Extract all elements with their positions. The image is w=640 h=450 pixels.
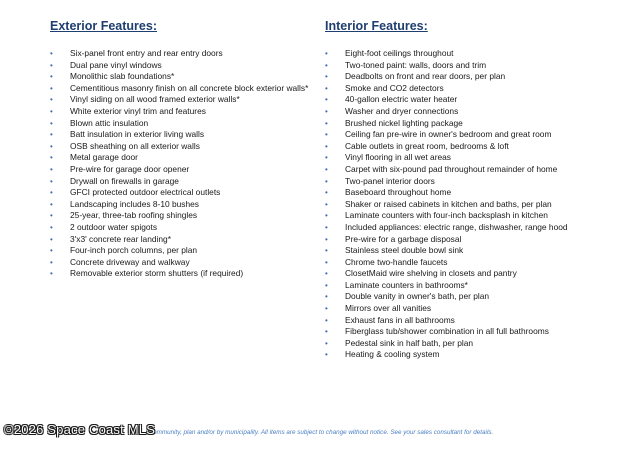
interior-feature-item: [325, 210, 625, 222]
feature-text: Monolithic slab foundations*: [70, 71, 175, 82]
bullet-icon: •: [325, 234, 328, 244]
interior-feature-item: [325, 164, 625, 176]
bullet-icon: •: [325, 280, 328, 290]
feature-text: Dual pane vinyl windows: [70, 59, 162, 70]
interior-feature-item: [325, 291, 625, 303]
feature-text: OSB sheathing on all exterior walls: [70, 140, 200, 151]
bullet-icon: •: [325, 222, 328, 232]
bullet-icon: •: [325, 130, 328, 140]
interior-feature-item: [325, 222, 625, 234]
feature-text: Shaker or raised cabinets in kitchen and baths, per plan: [345, 198, 552, 209]
bullet-icon: •: [325, 338, 328, 348]
bullet-icon: •: [50, 49, 53, 58]
exterior-feature-item: [50, 268, 315, 280]
bullet-icon: •: [50, 199, 53, 209]
interior-feature-item: [325, 141, 625, 153]
disclaimer-footer: community, plan and/or by municipality. All items are subject to change without notice. See your sales consultant for details.: [150, 429, 494, 436]
bullet-icon: •: [325, 118, 328, 128]
interior-feature-item: [325, 129, 625, 141]
bullet-icon: •: [325, 327, 328, 337]
exterior-feature-item: [50, 245, 315, 257]
bullet-icon: •: [50, 95, 53, 105]
bullet-icon: •: [325, 60, 328, 70]
interior-feature-item: [325, 199, 625, 211]
interior-features-section: [325, 18, 625, 361]
feature-text: Mirrors over all vanities: [345, 303, 432, 314]
bullet-icon: •: [325, 257, 328, 267]
feature-text: ClosetMaid wire shelving in closets and pantry: [345, 268, 517, 279]
interior-feature-item: [325, 106, 625, 118]
interior-feature-item: [325, 326, 625, 338]
feature-text: Brushed nickel lighting package: [345, 117, 463, 128]
bullet-icon: •: [50, 211, 53, 221]
feature-text: Removable exterior storm shutters (if required): [70, 268, 244, 279]
exterior-feature-item: [50, 210, 315, 222]
feature-text: Laminate counters in bathrooms*: [345, 279, 468, 290]
exterior-feature-item: [50, 48, 315, 60]
bullet-icon: •: [325, 246, 328, 256]
bullet-icon: •: [325, 269, 328, 279]
feature-text: Pre-wire for garage door opener: [70, 163, 190, 174]
bullet-icon: •: [50, 153, 53, 163]
feature-text: Vinyl siding on all wood framed exterior walls*: [70, 94, 240, 105]
bullet-icon: •: [325, 164, 328, 174]
feature-text: Four-inch porch columns, per plan: [70, 245, 198, 256]
bullet-icon: •: [325, 176, 328, 186]
exterior-feature-item: [50, 83, 315, 95]
interior-feature-item: [325, 257, 625, 269]
exterior-feature-item: [50, 187, 315, 199]
feature-text: Cable outlets in great room, bedrooms & loft: [345, 140, 509, 151]
feature-text: Chrome two-handle faucets: [345, 256, 448, 267]
interior-feature-item: [325, 349, 625, 361]
interior-feature-item: [325, 48, 625, 60]
bullet-icon: •: [50, 269, 53, 279]
feature-text: Fiberglass tub/shower combination in all full bathrooms: [345, 326, 549, 337]
bullet-icon: •: [325, 292, 328, 302]
bullet-icon: •: [325, 304, 328, 314]
exterior-feature-item: [50, 118, 315, 130]
feature-text: Included appliances: electric range, dishwasher, range hood: [345, 221, 568, 232]
exterior-feature-item: [50, 164, 315, 176]
bullet-icon: •: [50, 246, 53, 256]
bullet-icon: •: [325, 72, 328, 82]
interior-feature-item: [325, 94, 625, 106]
feature-text: Baseboard throughout home: [345, 187, 452, 198]
feature-text: Pedestal sink in half bath, per plan: [345, 337, 474, 348]
bullet-icon: •: [325, 199, 328, 209]
feature-text: Two-panel interior doors: [345, 175, 435, 186]
feature-text: Washer and dryer connections: [345, 105, 459, 116]
interior-feature-item: [325, 338, 625, 350]
feature-text: Batt insulation in exterior living walls: [70, 129, 205, 140]
bullet-icon: •: [50, 141, 53, 151]
bullet-icon: •: [50, 188, 53, 198]
bullet-icon: •: [325, 95, 328, 105]
feature-text: GFCI protected outdoor electrical outlets: [70, 187, 221, 198]
bullet-icon: •: [325, 49, 328, 58]
bullet-icon: •: [325, 315, 328, 325]
feature-text: Blown attic insulation: [70, 117, 149, 128]
interior-feature-item: [325, 83, 625, 95]
feature-text: Eight-foot ceilings throughout: [345, 48, 454, 58]
feature-text: Ceiling fan pre-wire in owner's bedroom and great room: [345, 129, 552, 140]
exterior-features-section: [50, 18, 315, 280]
bullet-icon: •: [325, 350, 328, 360]
feature-text: Stainless steel double bowl sink: [345, 245, 464, 256]
interior-feature-item: [325, 60, 625, 72]
bullet-icon: •: [325, 153, 328, 163]
exterior-feature-item: [50, 129, 315, 141]
feature-text: Laminate counters with four-inch backsplash in kitchen: [345, 210, 548, 221]
bullet-icon: •: [50, 118, 53, 128]
interior-features-heading: Interior Features:: [325, 19, 428, 33]
interior-feature-item: [325, 303, 625, 315]
bullet-icon: •: [50, 72, 53, 82]
interior-feature-item: [325, 245, 625, 257]
feature-text: 2 outdoor water spigots: [70, 221, 158, 232]
feature-text: Six-panel front entry and rear entry doors: [70, 48, 223, 58]
bullet-icon: •: [50, 60, 53, 70]
bullet-icon: •: [325, 106, 328, 116]
exterior-feature-item: [50, 71, 315, 83]
feature-text: Carpet with six-pound pad throughout remainder of home: [345, 163, 558, 174]
feature-text: Smoke and CO2 detectors: [345, 82, 444, 93]
mls-watermark: ©2026 Space Coast MLS: [4, 422, 156, 437]
bullet-icon: •: [50, 234, 53, 244]
exterior-feature-item: [50, 176, 315, 188]
exterior-feature-item: [50, 234, 315, 246]
feature-text: Double vanity in owner's bath, per plan: [345, 291, 490, 302]
bullet-icon: •: [325, 188, 328, 198]
bullet-icon: •: [50, 83, 53, 93]
interior-feature-item: [325, 268, 625, 280]
exterior-feature-item: [50, 222, 315, 234]
interior-feature-item: [325, 71, 625, 83]
interior-feature-item: [325, 280, 625, 292]
interior-features-list: [325, 48, 625, 361]
bullet-icon: •: [50, 130, 53, 140]
feature-text: Vinyl flooring in all wet areas: [345, 152, 451, 163]
exterior-features-list: [50, 48, 315, 280]
feature-text: Drywall on firewalls in garage: [70, 175, 179, 186]
interior-feature-item: [325, 152, 625, 164]
exterior-feature-item: [50, 94, 315, 106]
interior-feature-item: [325, 176, 625, 188]
bullet-icon: •: [325, 83, 328, 93]
interior-feature-item: [325, 118, 625, 130]
feature-text: Two-toned paint: walls, doors and trim: [345, 59, 487, 70]
feature-text: Exhaust fans in all bathrooms: [345, 314, 455, 325]
feature-text: Concrete driveway and walkway: [70, 256, 190, 267]
bullet-icon: •: [50, 176, 53, 186]
exterior-feature-item: [50, 199, 315, 211]
feature-text: 25-year, three-tab roofing shingles: [70, 210, 198, 221]
exterior-feature-item: [50, 152, 315, 164]
feature-text: 3'x3' concrete rear landing*: [70, 233, 171, 244]
bullet-icon: •: [325, 141, 328, 151]
feature-text: Heating & cooling system: [345, 349, 440, 360]
feature-text: Pre-wire for a garbage disposal: [345, 233, 462, 244]
bullet-icon: •: [325, 211, 328, 221]
feature-text: Landscaping includes 8-10 bushes: [70, 198, 199, 209]
interior-feature-item: [325, 187, 625, 199]
bullet-icon: •: [50, 106, 53, 116]
feature-text: White exterior vinyl trim and features: [70, 105, 206, 116]
bullet-icon: •: [50, 164, 53, 174]
interior-feature-item: [325, 234, 625, 246]
exterior-feature-item: [50, 60, 315, 72]
exterior-feature-item: [50, 106, 315, 118]
exterior-feature-item: [50, 257, 315, 269]
bullet-icon: •: [50, 257, 53, 267]
exterior-features-heading: Exterior Features:: [50, 19, 157, 33]
feature-text: Metal garage door: [70, 152, 138, 163]
interior-feature-item: [325, 315, 625, 327]
feature-text: Deadbolts on front and rear doors, per plan: [345, 71, 506, 82]
feature-text: Cementitious masonry finish on all concrete block exterior walls*: [70, 82, 309, 93]
feature-text: 40-gallon electric water heater: [345, 94, 458, 105]
bullet-icon: •: [50, 222, 53, 232]
exterior-feature-item: [50, 141, 315, 153]
